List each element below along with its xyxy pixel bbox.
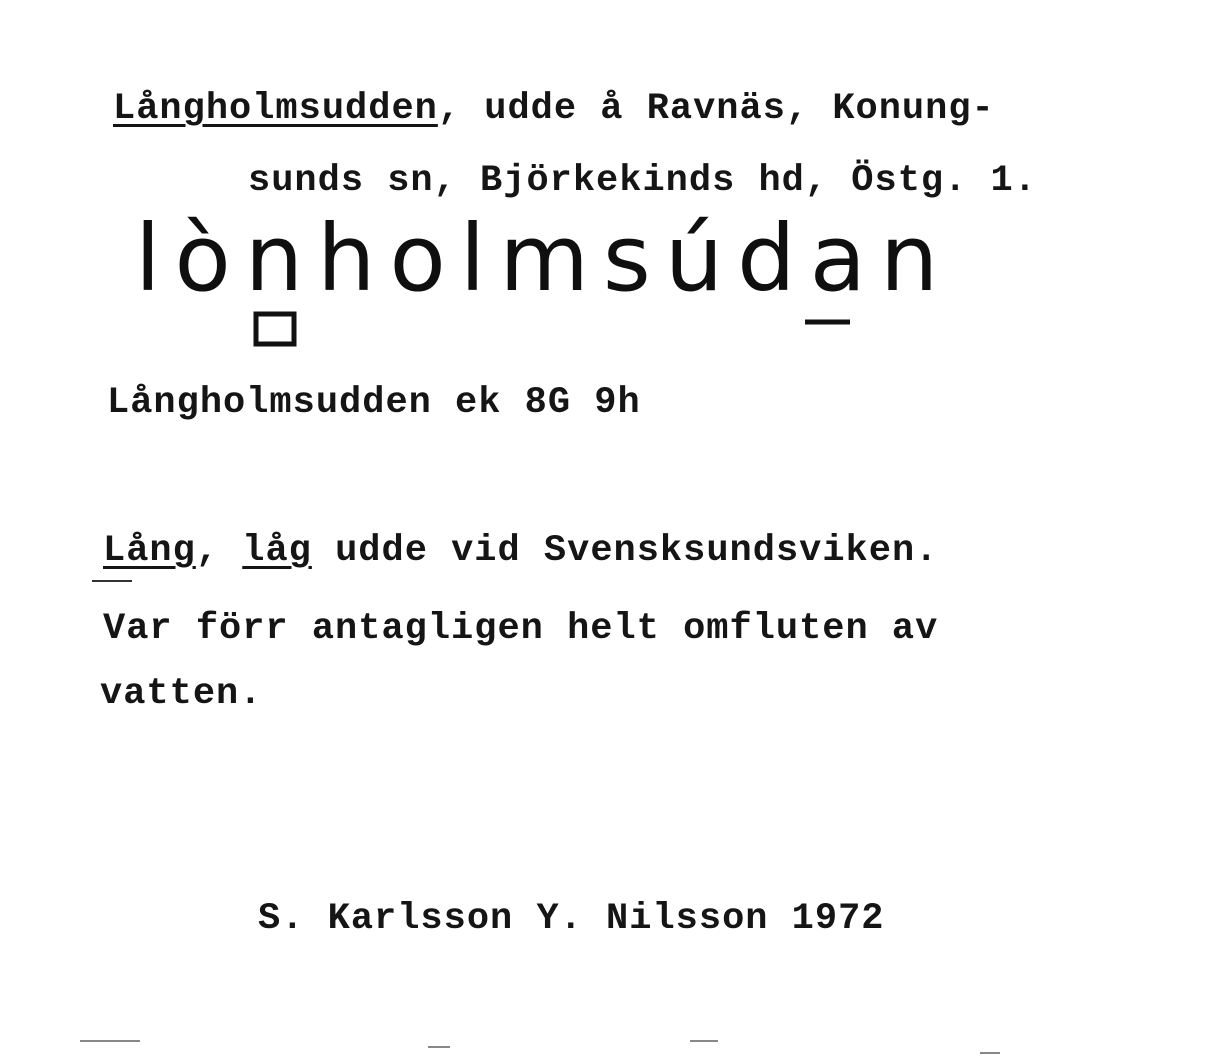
scan-speck xyxy=(690,1040,718,1042)
explanation-separator: , xyxy=(195,530,243,572)
location-line: sunds sn, Björkekinds hd, Östg. 1. xyxy=(248,160,1037,202)
explanation-rest: udde vid Svensksundsviken. xyxy=(311,530,939,572)
scan-speck xyxy=(92,580,132,582)
explanation-line-2: Var förr antagligen helt omfluten av xyxy=(103,608,939,650)
explanation-word-lang: Lång xyxy=(103,530,196,572)
scan-speck xyxy=(80,1040,140,1042)
phonetic-marks xyxy=(250,300,870,360)
headword-line xyxy=(113,88,995,130)
explanation-line-1 xyxy=(103,530,938,572)
map-reference: Långholmsudden ek 8G 9h xyxy=(107,382,641,424)
explanation-line-3: vatten. xyxy=(100,673,263,715)
source-attribution: S. Karlsson Y. Nilsson 1972 xyxy=(258,898,885,940)
scan-speck xyxy=(980,1052,1000,1054)
nasal-mark xyxy=(256,314,294,344)
explanation-word-lag: låg xyxy=(242,530,312,572)
headword: Långholmsudden xyxy=(113,88,438,130)
scan-speck xyxy=(428,1046,450,1048)
phonetic-transcription: lònholmsúdan xyxy=(135,205,953,312)
headword-description: , udde å Ravnäs, Konung- xyxy=(437,88,995,130)
